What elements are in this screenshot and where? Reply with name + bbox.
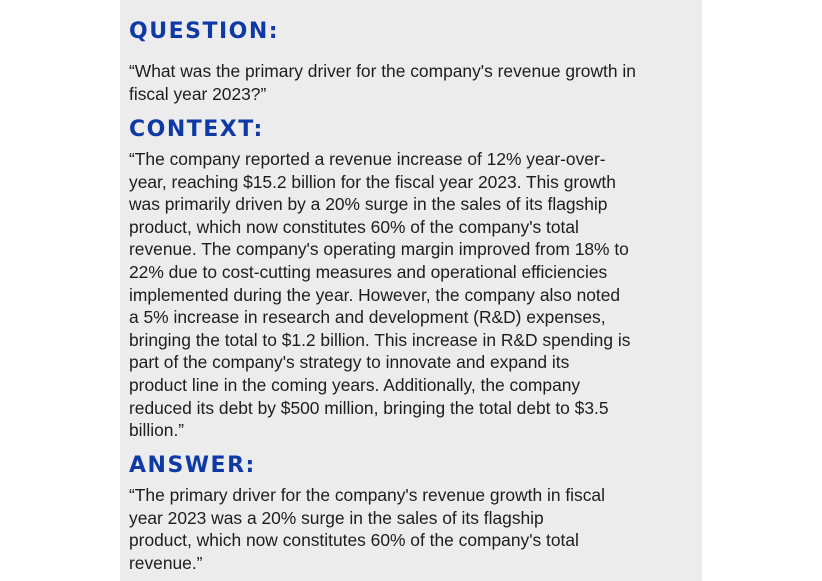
context-line: revenue. The company's operating margin improved from 18% to — [129, 239, 629, 260]
answer-text — [129, 484, 699, 574]
context-line: implemented during the year. However, the company also noted — [129, 284, 621, 305]
answer-line: year 2023 was a 20% surge in the sales of its flagship — [129, 507, 544, 528]
context-line: reduced its debt by $500 million, bringing the total debt to $3.5 — [129, 397, 609, 418]
answer-line: product, which now constitutes 60% of the company's total — [129, 530, 579, 551]
context-line: a 5% increase in research and development (R&D) expenses, — [129, 307, 606, 328]
context-line: part of the company's strategy to innovate and expand its — [129, 352, 570, 373]
context-line: bringing the total to $1.2 billion. This increase in R&D spending is — [129, 329, 631, 350]
question-heading: QUESTION: — [129, 19, 280, 44]
answer-line: “The primary driver for the company's revenue growth in fiscal — [129, 485, 605, 505]
answer-heading: ANSWER: — [129, 453, 256, 478]
question-line: “What was the primary driver for the company's revenue growth in — [129, 61, 636, 81]
question-line: fiscal year 2023?” — [129, 83, 267, 104]
context-text — [129, 148, 699, 442]
context-heading: CONTEXT: — [129, 117, 264, 142]
context-line: 22% due to cost-cutting measures and operational efficiencies — [129, 261, 608, 282]
context-line: was primarily driven by a 20% surge in the sales of its flagship — [129, 194, 608, 215]
context-line: product, which now constitutes 60% of the company's total — [129, 216, 579, 237]
context-line: billion.” — [129, 420, 185, 441]
question-text — [129, 60, 699, 105]
context-line: year, reaching $15.2 billion for the fiscal year 2023. This growth — [129, 171, 616, 192]
context-line: product line in the coming years. Additionally, the company — [129, 374, 581, 395]
answer-line: revenue.” — [129, 552, 203, 573]
context-line: “The company reported a revenue increase of 12% year-over- — [129, 149, 606, 169]
